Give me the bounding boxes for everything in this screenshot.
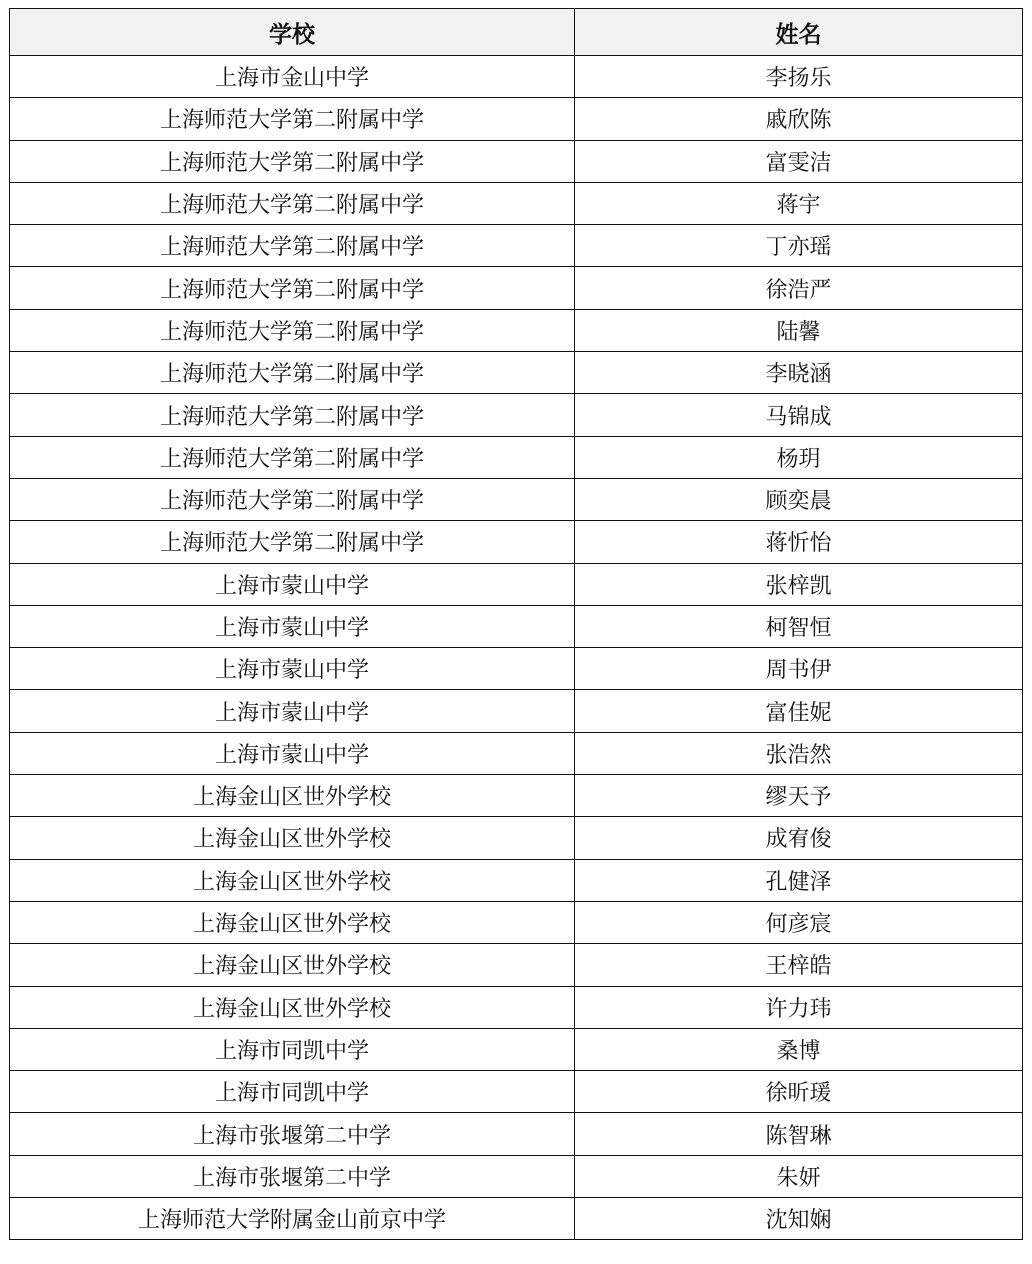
cell-name: 缪天予 xyxy=(575,775,1023,817)
cell-school: 上海金山区世外学校 xyxy=(10,775,575,817)
student-table xyxy=(9,8,1023,1240)
table-row xyxy=(10,521,1023,563)
table-row xyxy=(10,901,1023,943)
cell-school: 上海师范大学第二附属中学 xyxy=(10,182,575,224)
table-row xyxy=(10,478,1023,520)
cell-name: 陆馨 xyxy=(575,309,1023,351)
cell-school: 上海市金山中学 xyxy=(10,56,575,98)
cell-name: 戚欣陈 xyxy=(575,98,1023,140)
table-row xyxy=(10,690,1023,732)
cell-name: 蒋宇 xyxy=(575,182,1023,224)
table-row xyxy=(10,817,1023,859)
cell-school: 上海市蒙山中学 xyxy=(10,605,575,647)
cell-school: 上海师范大学第二附属中学 xyxy=(10,98,575,140)
cell-name: 丁亦瑶 xyxy=(575,225,1023,267)
header-name: 姓名 xyxy=(575,9,1023,56)
cell-school: 上海师范大学第二附属中学 xyxy=(10,521,575,563)
cell-name: 富佳妮 xyxy=(575,690,1023,732)
table-row xyxy=(10,436,1023,478)
table-row xyxy=(10,140,1023,182)
cell-school: 上海金山区世外学校 xyxy=(10,859,575,901)
cell-name: 顾奕晨 xyxy=(575,478,1023,520)
cell-school: 上海金山区世外学校 xyxy=(10,944,575,986)
cell-school: 上海市蒙山中学 xyxy=(10,732,575,774)
cell-school: 上海师范大学第二附属中学 xyxy=(10,309,575,351)
cell-name: 许力玮 xyxy=(575,986,1023,1028)
cell-name: 王梓皓 xyxy=(575,944,1023,986)
cell-name: 成宥俊 xyxy=(575,817,1023,859)
cell-name: 徐昕瑗 xyxy=(575,1071,1023,1113)
cell-name: 柯智恒 xyxy=(575,605,1023,647)
table-row xyxy=(10,1113,1023,1155)
table-row xyxy=(10,986,1023,1028)
cell-name: 徐浩严 xyxy=(575,267,1023,309)
cell-name: 周书伊 xyxy=(575,648,1023,690)
table-row xyxy=(10,98,1023,140)
table-row xyxy=(10,859,1023,901)
cell-name: 蒋忻怡 xyxy=(575,521,1023,563)
table-row xyxy=(10,225,1023,267)
cell-name: 李扬乐 xyxy=(575,56,1023,98)
cell-school: 上海金山区世外学校 xyxy=(10,817,575,859)
cell-name: 何彦宸 xyxy=(575,901,1023,943)
table-header xyxy=(10,9,1023,56)
cell-school: 上海市同凯中学 xyxy=(10,1028,575,1070)
cell-school: 上海师范大学第二附属中学 xyxy=(10,225,575,267)
table-body xyxy=(10,56,1023,1240)
cell-name: 马锦成 xyxy=(575,394,1023,436)
cell-name: 桑博 xyxy=(575,1028,1023,1070)
table-row xyxy=(10,732,1023,774)
cell-name: 张浩然 xyxy=(575,732,1023,774)
cell-name: 朱妍 xyxy=(575,1155,1023,1197)
cell-school: 上海市同凯中学 xyxy=(10,1071,575,1113)
table-row xyxy=(10,648,1023,690)
table-row xyxy=(10,394,1023,436)
cell-school: 上海金山区世外学校 xyxy=(10,901,575,943)
cell-school: 上海市蒙山中学 xyxy=(10,648,575,690)
table-row xyxy=(10,182,1023,224)
table-row xyxy=(10,352,1023,394)
table-row xyxy=(10,56,1023,98)
header-school: 学校 xyxy=(10,9,575,56)
cell-school: 上海市蒙山中学 xyxy=(10,563,575,605)
cell-school: 上海市张堰第二中学 xyxy=(10,1113,575,1155)
table-row xyxy=(10,605,1023,647)
roster-sheet xyxy=(9,8,1022,1240)
cell-name: 富雯洁 xyxy=(575,140,1023,182)
cell-school: 上海师范大学第二附属中学 xyxy=(10,267,575,309)
table-row xyxy=(10,1071,1023,1113)
cell-school: 上海师范大学第二附属中学 xyxy=(10,352,575,394)
table-row xyxy=(10,944,1023,986)
cell-school: 上海金山区世外学校 xyxy=(10,986,575,1028)
cell-name: 陈智琳 xyxy=(575,1113,1023,1155)
cell-school: 上海师范大学第二附属中学 xyxy=(10,478,575,520)
table-row xyxy=(10,563,1023,605)
cell-name: 李晓涵 xyxy=(575,352,1023,394)
table-row xyxy=(10,1028,1023,1070)
cell-school: 上海市蒙山中学 xyxy=(10,690,575,732)
table-row xyxy=(10,1198,1023,1240)
cell-school: 上海师范大学附属金山前京中学 xyxy=(10,1198,575,1240)
table-row xyxy=(10,267,1023,309)
cell-school: 上海市张堰第二中学 xyxy=(10,1155,575,1197)
cell-name: 孔健泽 xyxy=(575,859,1023,901)
cell-school: 上海师范大学第二附属中学 xyxy=(10,436,575,478)
table-row xyxy=(10,775,1023,817)
header-row xyxy=(10,9,1023,56)
cell-name: 沈知娴 xyxy=(575,1198,1023,1240)
cell-school: 上海师范大学第二附属中学 xyxy=(10,140,575,182)
table-row xyxy=(10,1155,1023,1197)
cell-school: 上海师范大学第二附属中学 xyxy=(10,394,575,436)
table-row xyxy=(10,309,1023,351)
cell-name: 杨玥 xyxy=(575,436,1023,478)
cell-name: 张梓凯 xyxy=(575,563,1023,605)
